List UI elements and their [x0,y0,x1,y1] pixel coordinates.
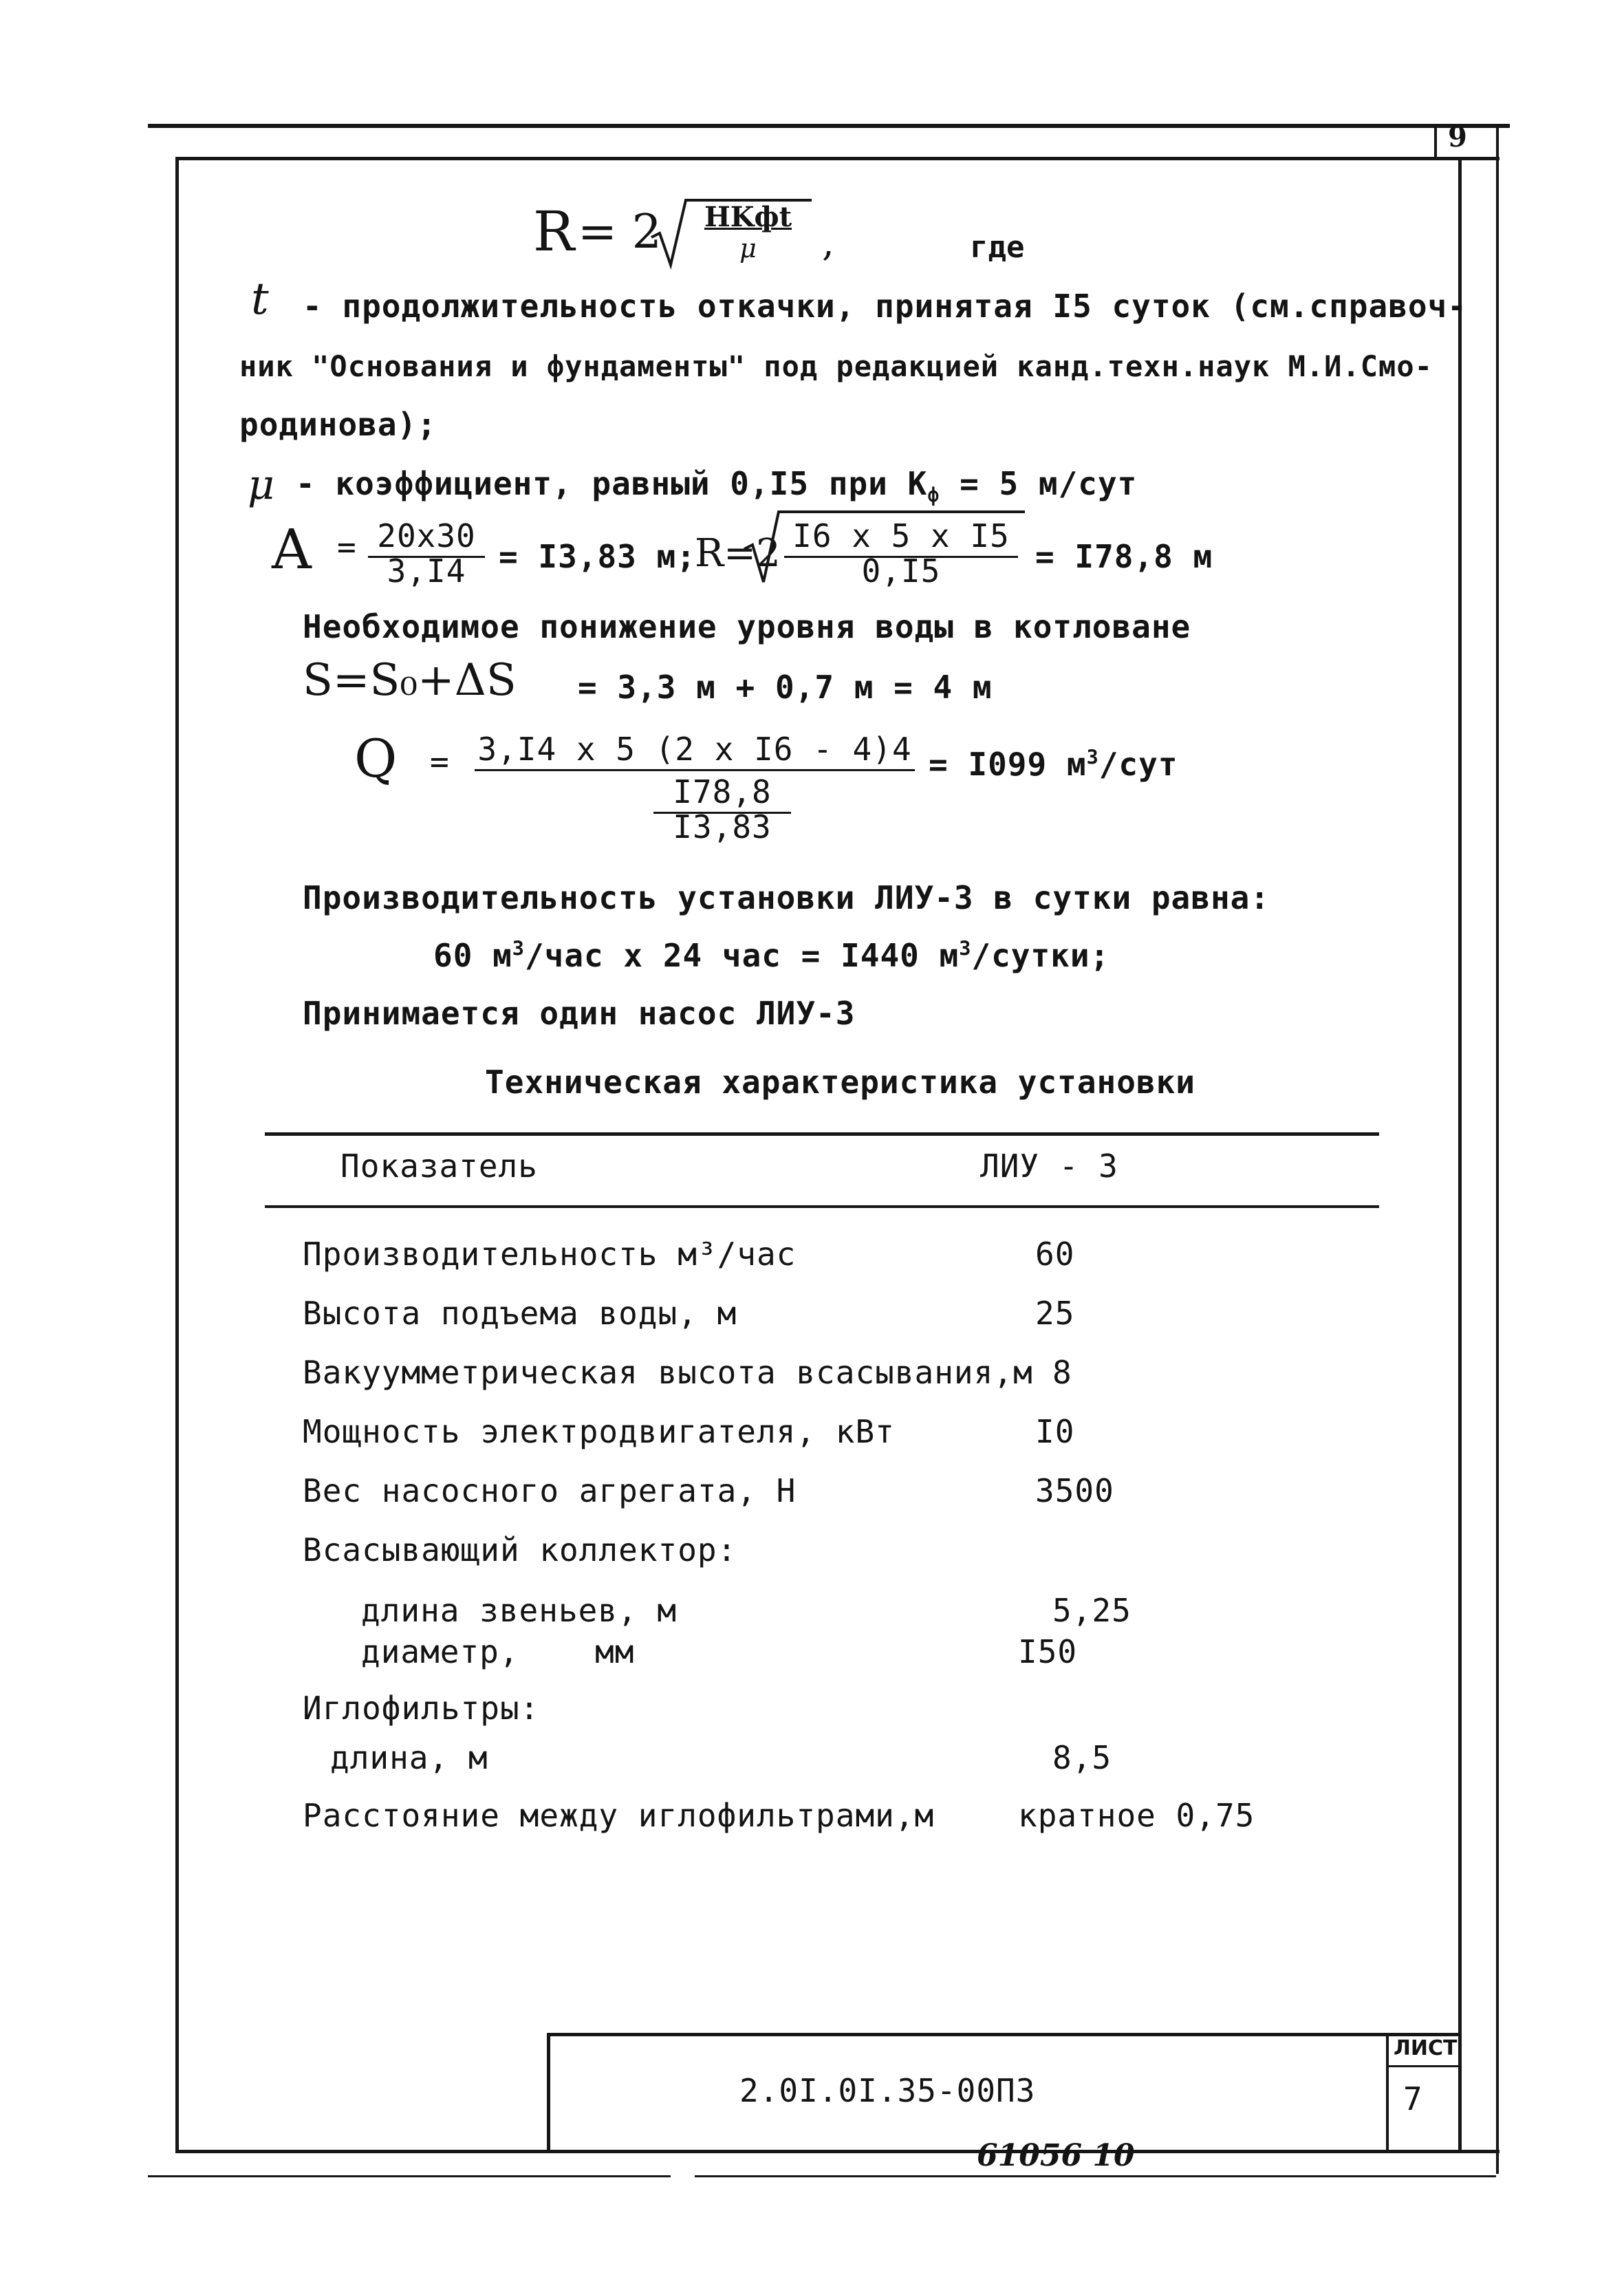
productivity-line-1: Производительность установки ЛИУ-3 в сутки равна: [303,879,1270,916]
top-rule [148,124,1510,128]
formula-a-fraction [368,517,485,590]
formula-a-num: 20x30 [377,517,476,554]
formula-q-fraction [475,731,915,773]
formula-q-den-den: I3,83 [673,808,772,845]
mu-line-text: - коэффициент, равный 0,I5 при К [296,465,928,502]
formula-r-den: μ [739,233,757,263]
productivity-sup-2: 3 [959,937,972,960]
title-block-divider [1386,2033,1389,2153]
formula-q-lhs: Q [354,728,398,789]
formula-r-num: HKфt [704,201,792,233]
frame-right [1458,157,1462,2153]
formula-a-lhs: A [272,517,312,581]
sheet-number: 7 [1403,2080,1423,2117]
lowering-lhs: S=S₀+ΔS [303,655,517,706]
table-row-8-param: диаметр, [361,1633,519,1670]
formula-a-r-lhs: R=2 [695,531,781,576]
lowering-intro: Необходимое понижение уровня воды в котловане [303,608,1191,645]
table-row-9-param: Иглофильтры: [303,1690,540,1727]
table-row-1-param: Производительность м³/час [303,1236,797,1273]
productivity-line-2-b: /час x 24 час = I440 м [524,937,960,974]
formula-q-eq: = [430,743,450,780]
formula-r-lhs: R [533,200,575,263]
productivity-sup-1: 3 [512,937,525,960]
formula-q-bar [475,769,915,771]
frame-top [175,157,1500,160]
formula-q-denominator [653,773,791,845]
formula-a-r-den: 0,I5 [861,552,941,590]
frame-bottom [175,2150,1500,2153]
mu-line-end: = 5 м/сут [960,465,1138,502]
productivity-line-2-c: /сутки; [971,937,1110,974]
t-symbol: t [251,274,269,325]
outer-right [1496,124,1499,2174]
productivity-line-2-a: 60 м [433,937,512,974]
frame-left [175,157,179,2153]
table-row-4-param: Мощность электродвигателя, кВт [303,1413,895,1450]
table-row-7-value: 5,25 [1052,1592,1132,1629]
corner-box-left [1434,124,1437,158]
table-row-5-param: Вес насосного агрегата, Н [303,1472,797,1509]
table-header-rule [265,1205,1379,1208]
table-row-4-value: I0 [1035,1413,1075,1450]
formula-a-result: = I3,83 м; [499,538,696,575]
archive-stamp: 61056 10 [977,2138,1135,2173]
formula-q-result-unit: /сут [1098,746,1178,783]
table-row-6-param: Всасывающий коллектор: [303,1531,737,1568]
bottom-rule-right [695,2175,1496,2177]
formula-a-eq: = [337,528,357,565]
productivity-line-2 [433,937,1109,974]
formula-q-num: 3,I4 x 5 (2 x I6 - 4)4 [477,731,912,768]
table-title: Техническая характеристика установки [485,1064,1195,1101]
formula-r-fraction [691,201,805,263]
formula-a-r-num: I6 x 5 x I5 [792,517,1010,554]
bottom-rule-left [148,2175,671,2177]
formula-a-den: 3,I4 [387,552,466,590]
mu-line-sub: ф [927,484,940,507]
formula-q-result [929,746,1178,783]
table-row-1-value: 60 [1035,1236,1075,1273]
corner-page-number: 9 [1448,121,1467,153]
formula-a-r-fraction [784,517,1018,590]
table-row-3-value: 8 [1052,1354,1072,1391]
table-header-param: Показатель [340,1147,538,1185]
table-row-2-value: 25 [1035,1295,1075,1332]
table-row-11-param: Расстояние между иглофильтрами,м [303,1797,935,1834]
table-header-value: ЛИУ - 3 [980,1147,1118,1185]
table-row-5-value: 3500 [1035,1472,1114,1509]
sheet-label: ЛИСТ [1394,2036,1458,2060]
table-row-2-param: Высота подъема воды, м [303,1295,737,1332]
table-row-3-param: Вакуумметрическая высота всасывания,м [303,1354,1033,1391]
mu-symbol: μ [248,461,274,509]
table-row-11-value: кратное 0,75 [1018,1797,1255,1834]
table-row-7-param: длина звеньев, м [361,1592,678,1629]
doc-code: 2.0I.0I.35-00ПЗ [739,2072,1036,2109]
t-line-3: родинова); [239,406,437,443]
formula-a-r-result: = I78,8 м [1035,538,1213,575]
formula-q-result-sup: 3 [1086,746,1099,769]
formula-q-den-num: I78,8 [673,773,772,810]
table-row-10-param: длина, м [330,1739,488,1776]
lowering-rhs: = 3,3 м + 0,7 м = 4 м [578,669,993,706]
t-line-2: ник "Основания и фундаменты" под редакцией канд.техн.наук М.И.Смо- [239,349,1433,383]
formula-r-comma: , [822,220,834,265]
title-block-left [547,2033,550,2153]
table-row-10-value: 8,5 [1052,1739,1112,1776]
table-row-8-unit: мм [595,1633,635,1670]
mu-line [296,465,1138,507]
formula-r-where: где [970,230,1025,265]
t-line-1: - продолжительность откачки, принятая I5 суток (см.справоч- [303,288,1467,325]
formula-r-eq: = 2 [578,205,662,259]
productivity-line-3: Принимается один насос ЛИУ-3 [303,995,856,1032]
table-row-8-value: I50 [1018,1633,1078,1670]
table-top-rule [265,1132,1379,1136]
title-block-top [547,2033,1462,2036]
sheet-label-rule [1386,2065,1462,2067]
formula-q-result-value: = I099 м [929,746,1087,783]
